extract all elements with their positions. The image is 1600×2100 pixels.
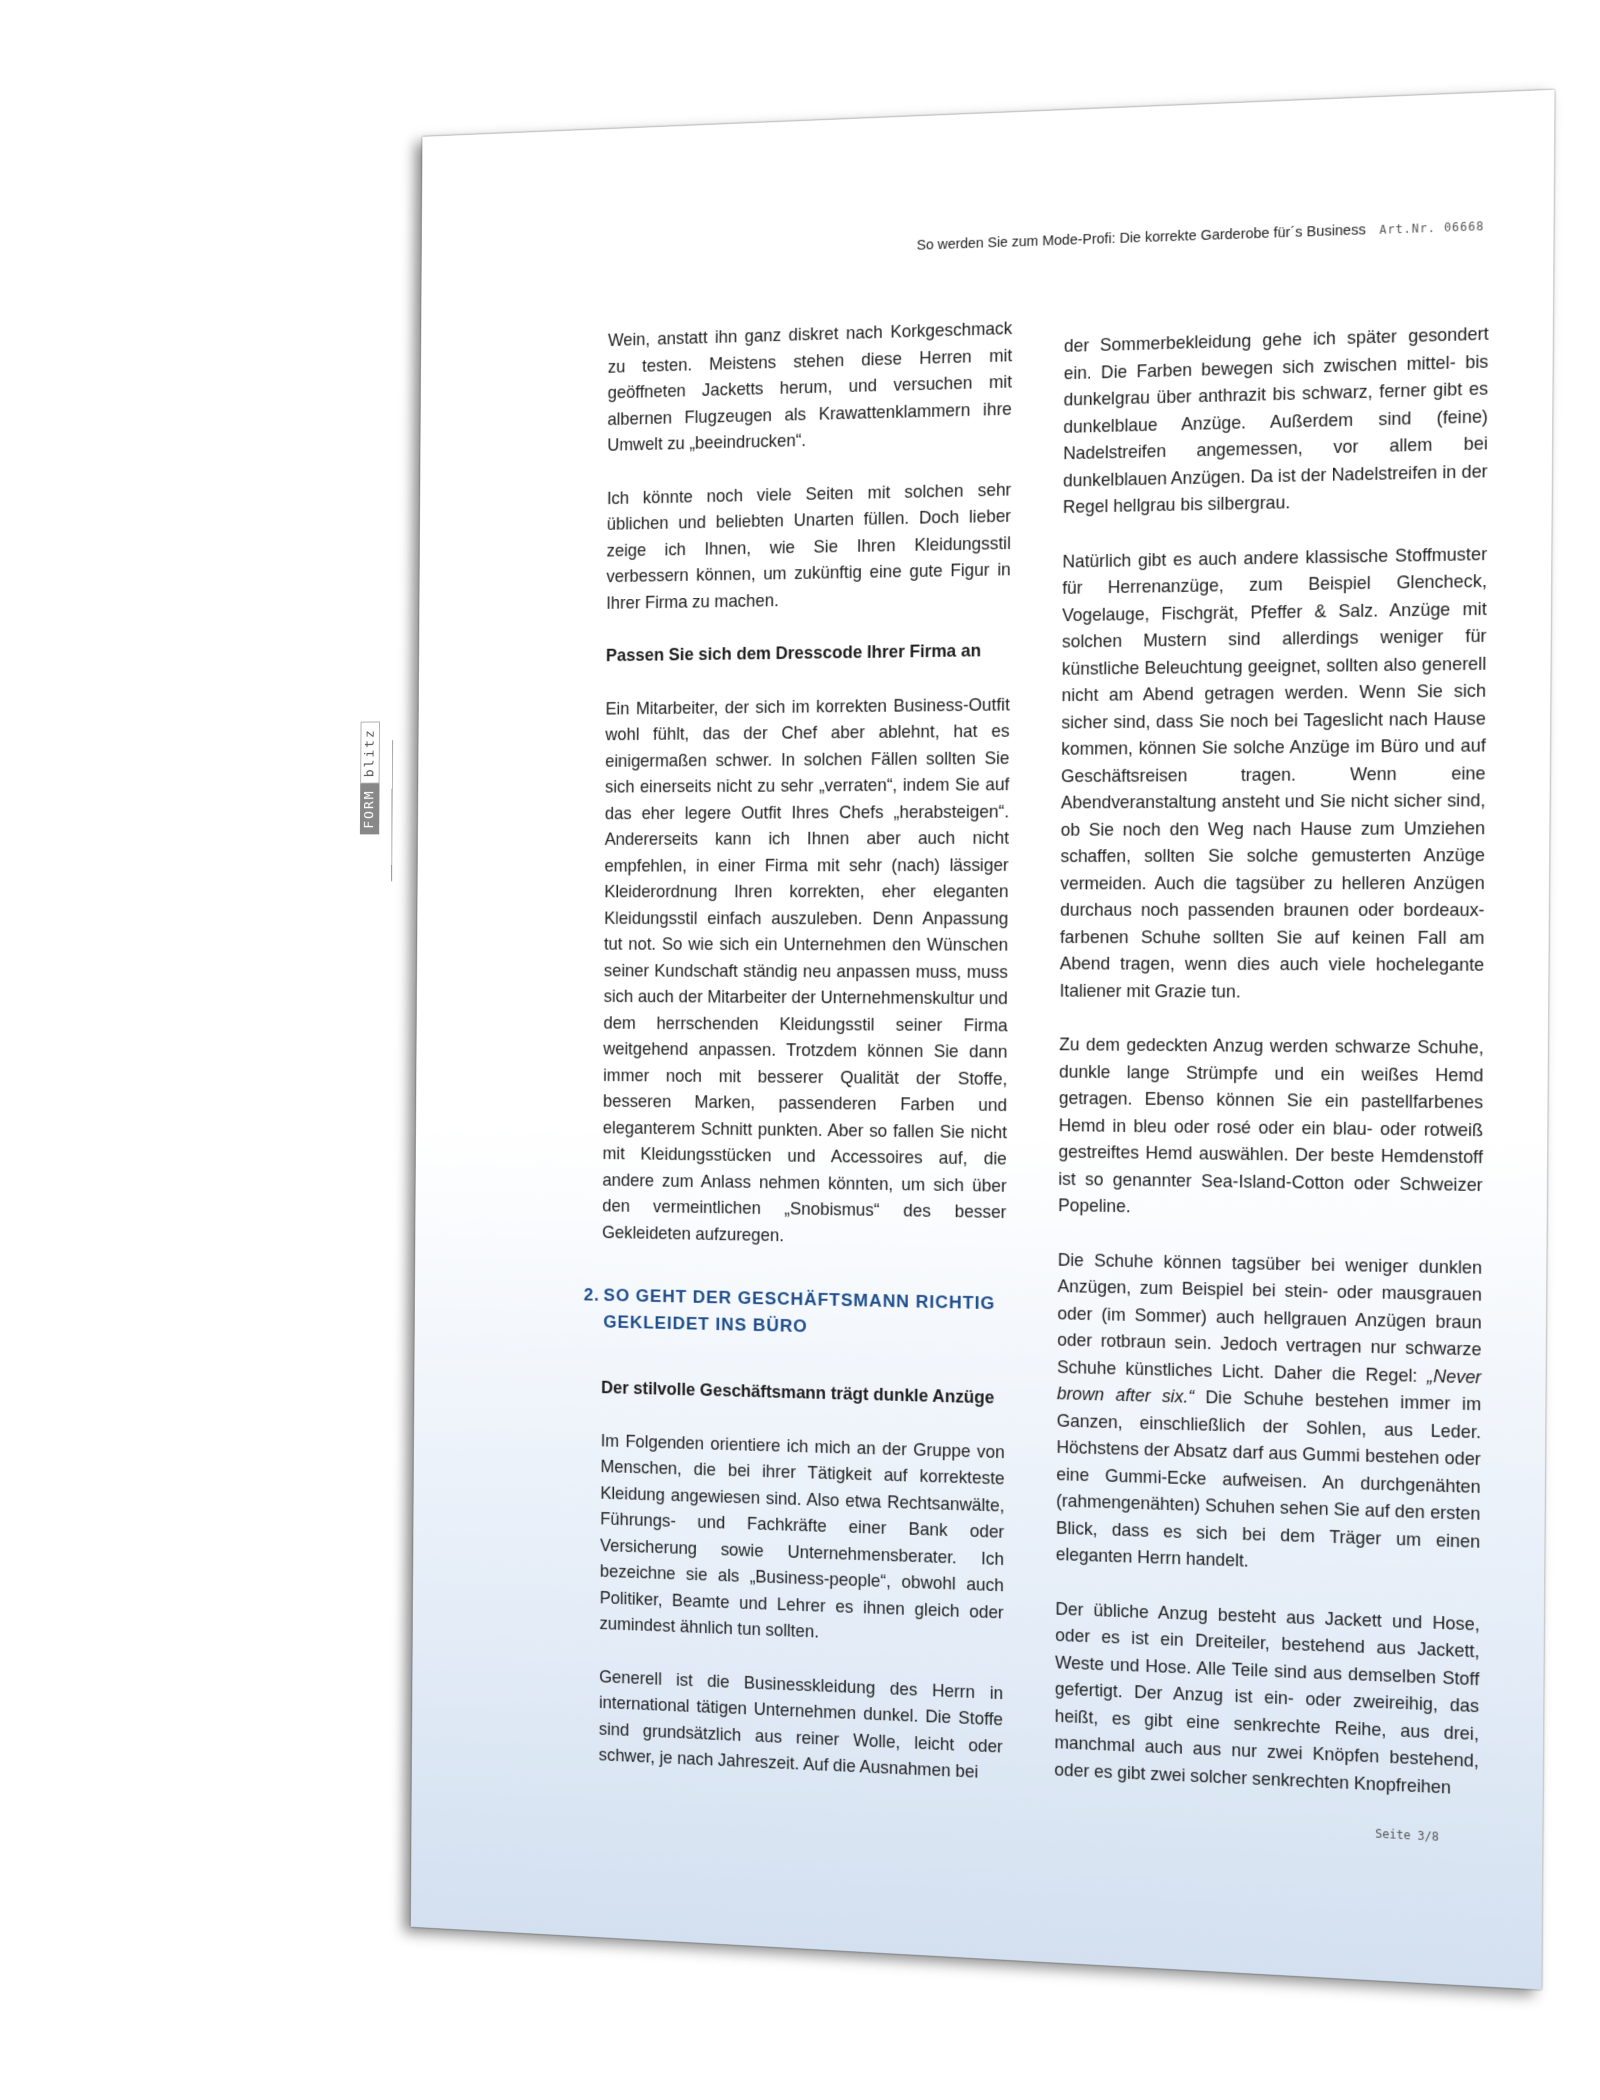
formblitz-logo: [360, 712, 380, 834]
section-title-line1: SO GEHT DER GESCHÄFTSMANN RICHTIG: [603, 1285, 996, 1315]
brand-divider: [391, 740, 393, 881]
subheading: Passen Sie sich dem Dresscode Ihrer Firma an: [605, 639, 982, 666]
header-title: So werden Sie zum Mode-Profi: Die korrekte Garderobe für´s Business: [916, 221, 1366, 254]
right-column: [1054, 320, 1489, 1830]
page-number: Seite 3/8: [1375, 1826, 1439, 1844]
paragraph: Der übliche Anzug besteht aus Jackett und Hose, oder es ist ein Dreiteiler, bestehend aus Jackett, Weste und Hose. Alle Teile sind aus demselben Stoff gefertigt. Der Anzug ist ein- oder zweireihig, das heißt, es gibt eine senkrechte Reihe, aus drei, manchmal auch aus nur zwei Knöpfen bestehend, oder es gibt zwei solcher senkrechten Knopfreihen: [1054, 1597, 1480, 1798]
document-page: [362, 90, 1555, 1990]
logo-part-form: FORM: [360, 784, 380, 835]
section-number: 2.: [583, 1285, 600, 1306]
running-header: [836, 217, 1484, 256]
section-title-line2: GEKLEIDET INS BÜRO: [603, 1312, 808, 1337]
logo-part-blitz: blitz: [360, 722, 380, 784]
subheading: Der stilvolle Geschäftsmann trägt dunkle Anzüge: [601, 1376, 995, 1408]
paragraph: [1056, 1246, 1483, 1582]
paragraph: Im Folgenden orientiere ich mich an der Gruppe von Menschen, die bei ihrer Tätigkeit auf korrekteste Kleidung angewiesen sind. Also etwa Rechtsanwälte, Führungs- und Fachkräfte einer Bank oder Versicherung sowie Unternehmensberater. Ich bezeichne sie als „Business-people“, obwohl auch Politiker, Beamte und Lehrer es ihnen gleich oder zumindest ähnlich tun sollten.: [599, 1429, 1005, 1642]
paragraph: Zu dem gedeckten Anzug werden schwarze Schuhe, dunkle lange Strümpfe und ein weißes Hemd getragen. Ebenso können Sie ein pastellfarbenes Hemd in bleu oder rosé oder ein blau- oder rotweiß gestreiftes Hemd auswählen. Der beste Hemdenstoff ist so genannter Sea-Island-Cotton oder Schweizer Popeline.: [1058, 1033, 1484, 1217]
paragraph: Ich könnte noch viele Seiten mit solchen sehr üblichen und beliebten Unarten füllen. Doch lieber zeige ich Ihnen, wie Sie Ihren Kleidungsstil verbessern können, um zukünftig eine gute Figur in Ihrer Firma zu machen.: [606, 478, 1012, 613]
article-number: Art.Nr. 06668: [1379, 219, 1485, 237]
left-column: [583, 315, 1013, 1814]
paragraph-text: Die Schuhe können tagsüber bei weniger dunklen Anzügen, zum Beispiel bei stein- oder mausgrauen oder (im Sommer) auch hellgrauen Anzügen braun oder rotbraun sein. Jedoch vertragen nur schwarze Schuhe künstliches Licht. Daher die Regel:: [1057, 1248, 1483, 1386]
paragraph-text: Die Schuhe bestehen immer im Ganzen, einschließlich der Sohlen, aus Leder. Höchstens der Absatz darf aus Gummi bestehen oder eine Gummi-Ecke aufweisen. An durchgenähten (rahmengenähten) Schuhen sehen Sie auf den ersten Blick, dass es sich bei dem Träger um einen eleganten Herrn handelt.: [1055, 1386, 1482, 1571]
section-heading: [583, 1282, 1005, 1345]
paragraph: Wein, anstatt ihn ganz diskret nach Korkgeschmack zu testen. Meistens stehen diese Herren mit geöffneten Jacketts herum, und versuchen mit albernen Flugzeugen als Krawattenklammern ihre Umwelt zu „beeindrucken“.: [607, 317, 1013, 455]
quote: „Never brown after six.“: [1056, 1364, 1482, 1407]
paragraph: Generell ist die Businesskleidung des Herrn in international tätigen Unternehmen dunkel. Die Stoffe sind grundsätzlich aus reiner Wolle, leicht oder schwer, je nach Jahreszeit. Auf die Ausnahmen bei: [598, 1665, 1004, 1782]
paragraph: Ein Mitarbeiter, der sich im korrekten Business-Outfit wohl fühlt, das der Chef aber ablehnt, hat es einigermaßen schwer. In solchen Fällen sollten Sie sich einerseits nicht zu sehr „verraten“, indem Sie auf das eher legere Outfit Ihres Chefs „herabsteigen“. Andererseits kann ich Ihnen aber auch nicht empfehlen, in einer Firma mit sehr (nach) lässiger Kleiderordnung Ihren korrekten, eher eleganten Kleidungsstil einfach auszuleben. Denn Anpassung tut not. So wie sich ein Unternehmen den Wünschen seiner Kundschaft ständig neu anpassen muss, muss sich auch der Mitarbeiter der Unternehmenskultur und dem herrschenden Kleidungsstil seiner Firma weitgehend anpassen. Trotzdem können Sie dann immer noch mit besserer Qualität der Stoffe, besseren Marken, passenderen Farben und eleganterem Schnitt punkten. Aber so fallen Sie nicht mit Kleidungsstücken und Accessoires auf, die andere zum Anlass nehmen könnten, um sich über den vermeintlichen „Snobismus“ des besser Gekleideten aufzuregen.: [602, 693, 1010, 1245]
paragraph: Natürlich gibt es auch andere klassische Stoffmuster für Herrenanzüge, zum Beispiel Glencheck, Vogelauge, Fischgrät, Pfeffer & Salz. Anzüge mit solchen Mustern sind allerdings weniger für künstliche Beleuchtung geeignet, sollten also generell nicht am Abend getragen werden. Wenn Sie sich sicher sind, dass Sie noch bei Tageslicht nach Hause kommen, können Sie solche Anzüge im Büro und auf Geschäftsreisen tragen. Wenn eine Abendveranstaltung ansteht und Sie nicht sicher sind, ob Sie noch den Weg nach Hause zum Umziehen schaffen, sollten Sie solche gemusterten Anzüge vermeiden. Auch die tagsüber zu helleren Anzügen durchaus noch passenden braunen oder bordeaux-farbenen Schuhe sollten Sie auf keinen Fall am Abend tragen, wenn dies auch viele hochelegante Italiener mit Grazie tun.: [1059, 542, 1488, 1001]
paragraph: der Sommerbekleidung gehe ich später gesondert ein. Die Farben bewegen sich zwischen mittel- bis dunkelgrau über anthrazit bis schwarz, ferner gibt es dunkelblaue Anzüge. Außerdem sind (feine) Nadelstreifen angemessen, vor allem bei dunkelblauen Anzügen. Da ist der Nadelstreifen in der Regel hellgrau bis silbergrau.: [1062, 322, 1489, 517]
